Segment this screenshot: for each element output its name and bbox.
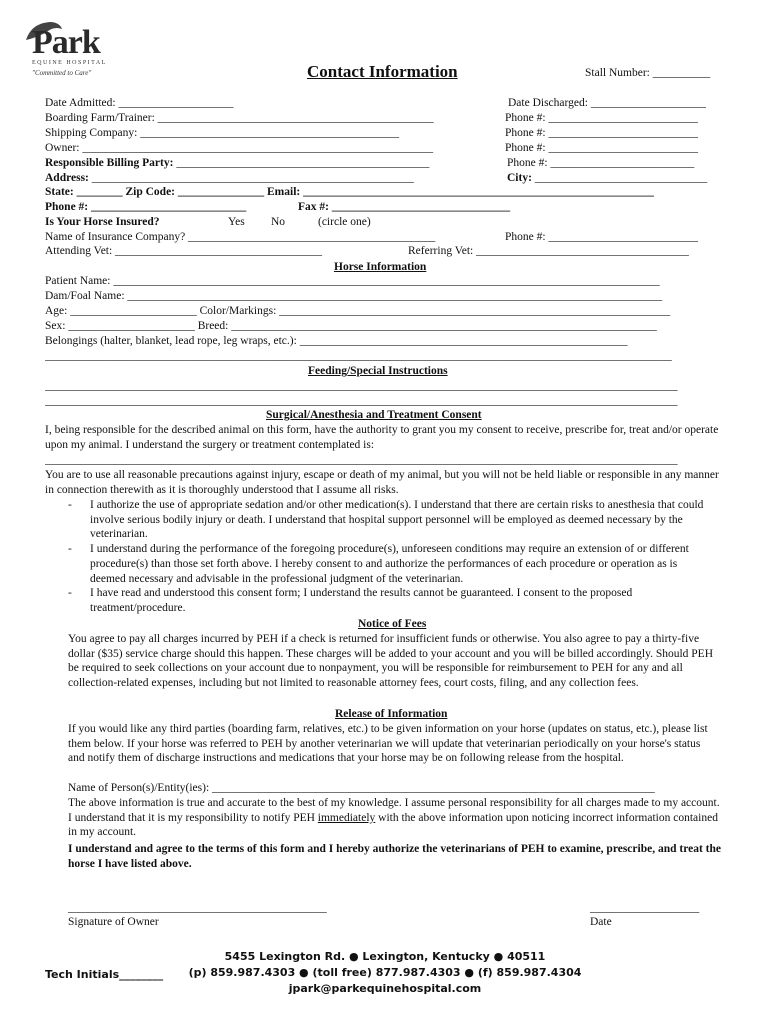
sex-breed-field[interactable]: Sex: ______________________ Breed: __________________________________________________________________________ <box>45 320 657 332</box>
consent-item: - I have read and understood this consent form; I understand the results cannot be guaranteed. I consent to the proposed treatment/procedure. <box>68 587 633 614</box>
release-text: If you would like any third parties (boarding farm, relatives, etc.) to be given information on your horse (updates on status, etc.), please list them below. If your horse was referred to PEH by another veterinarian we will update that veterinarian periodically on your horse's status and notify them of discharge instructions and medications that your horse may be on following release from the hospital. <box>68 723 708 765</box>
logo-tagline: "Committed to Care" <box>32 69 92 77</box>
address-line: ________________________________________________________ <box>88 172 414 184</box>
treatment-line[interactable]: ______________________________________________________________________________________________________________ <box>45 454 678 466</box>
owner-phone-field[interactable]: Phone #: __________________________ <box>505 142 698 154</box>
address-field[interactable] <box>45 171 414 185</box>
referring-vet-field[interactable]: Referring Vet: _____________________________________ <box>408 245 689 257</box>
tech-initials-field[interactable]: Tech Initials________ <box>45 968 164 981</box>
consent-item: - I authorize the use of appropriate sedation and/or other medication(s). I understand that there are certain risks to anesthesia that could involve serious bodily injury or death. I understand that hospital support personnel will be employed as deemed necessary by the veterinarian. <box>68 499 704 541</box>
attending-vet-field[interactable]: Attending Vet: ____________________________________ <box>45 245 323 257</box>
belongings-extra-line[interactable]: _____________________________________________________________________________________________________________ <box>45 350 672 362</box>
consent-item: - I understand during the performance of the foregoing procedure(s), unforeseen conditions may require an extension of or different procedure(s) than those set forth above. I hereby consent to and authorize the performances of each procedure or operation as is deemed necessary and advisable in the professional judgment of the veterinarian. <box>68 543 689 585</box>
insured-yes-option[interactable]: Yes <box>228 216 245 228</box>
insurance-phone-field[interactable]: Phone #: __________________________ <box>505 231 698 243</box>
insured-no-option[interactable]: No <box>271 216 286 228</box>
footer-email: jpark@parkequinehospital.com <box>288 982 482 995</box>
owner-signature-label: Signature of Owner <box>68 916 159 928</box>
city-field[interactable] <box>507 171 707 185</box>
consent-heading: Surgical/Anesthesia and Treatment Consent <box>266 409 482 421</box>
footer-address: 5455 Lexington Rd. ● Lexington, Kentucky ● 40511 <box>224 950 546 963</box>
immediately-emphasis: immediately <box>317 811 376 824</box>
date-discharged-field[interactable]: Date Discharged: ____________________ <box>508 97 706 109</box>
stall-number-field[interactable]: Stall Number: __________ <box>585 67 711 79</box>
shipping-phone-field[interactable]: Phone #: __________________________ <box>505 127 698 139</box>
accuracy-statement: The above information is true and accurate to the best of my knowledge. I assume personal responsibility for all charges made to my account. I understand that it is my responsibility to notify PEH immediately with the above information upon noticing incorrect information contained in my account. <box>68 797 720 839</box>
consent-intro: I, being responsible for the described animal on this form, have the authority to grant you my consent to receive, prescribe for, treat and/or operate upon my animal. I understand the surgery or treatment contemplated is: <box>45 424 719 451</box>
city-label: City: <box>507 172 532 184</box>
persons-entities-field[interactable]: Name of Person(s)/Entity(ies): _____________________________________________________________________________ <box>68 782 655 794</box>
fees-heading: Notice of Fees <box>358 618 427 630</box>
billing-party-line: ____________________________________________ <box>173 157 430 169</box>
date-signature-line[interactable]: ___________________ <box>590 902 700 914</box>
feeding-line-2[interactable]: ______________________________________________________________________________________________________________ <box>45 395 678 407</box>
owner-signature-line[interactable]: _____________________________________________ <box>68 902 327 914</box>
belongings-field[interactable]: Belongings (halter, blanket, lead rope, leg wraps, etc.): _________________________________________________________ <box>45 335 628 347</box>
billing-phone-field[interactable]: Phone #: _________________________ <box>507 157 695 169</box>
agreement-statement: I understand and agree to the terms of this form and I hereby authorize the veterinarians of PEH to examine, prescribe, and treat the horse I have listed above. <box>68 843 721 870</box>
phone-fax-field[interactable]: Phone #: ___________________________ Fax #: _______________________________ <box>45 201 511 213</box>
state-zip-email-field[interactable]: State: ________ Zip Code: _______________ Email: _____________________________________________________________ <box>45 186 654 198</box>
feeding-heading: Feeding/Special Instructions <box>308 365 448 377</box>
feeding-line-1[interactable]: ______________________________________________________________________________________________________________ <box>45 380 678 392</box>
fees-text: You agree to pay all charges incurred by PEH if a check is returned for insufficient funds or otherwise. You also agree to pay a thirty-five dollar ($35) service charge should this happen. These charges will be added to your account and you will be billed accordingly. Should PEH be required to seek collections on your account due to nonpayment, you will be responsible for reimbursement to PEH for any and all collection-related expenses, including but not limited to reasonable attorney fees, court costs, filing, and any collection fees. <box>68 633 714 690</box>
horse-info-heading: Horse Information <box>334 261 427 273</box>
shipping-company-field[interactable]: Shipping Company: _____________________________________________ <box>45 127 399 139</box>
boarding-farm-field[interactable]: Boarding Farm/Trainer: ________________________________________________ <box>45 112 434 124</box>
logo-name: Park <box>32 24 100 61</box>
release-heading: Release of Information <box>335 708 448 720</box>
patient-name-field[interactable]: Patient Name: _______________________________________________________________________________________________ <box>45 275 660 287</box>
insurance-company-field[interactable]: Name of Insurance Company? ___________________________________________ <box>45 231 436 243</box>
insured-question: Is Your Horse Insured? <box>45 216 160 228</box>
date-signature-label: Date <box>590 916 612 928</box>
consent-item-list <box>68 498 710 616</box>
boarding-phone-field[interactable]: Phone #: __________________________ <box>505 112 698 124</box>
billing-party-field[interactable] <box>45 156 429 170</box>
billing-party-label: Responsible Billing Party: <box>45 157 174 169</box>
city-line: ______________________________ <box>531 172 708 184</box>
dam-foal-field[interactable]: Dam/Foal Name: _____________________________________________________________________________________________ <box>45 290 663 302</box>
insured-circle-note: (circle one) <box>318 216 371 228</box>
consent-precautions: You are to use all reasonable precautions against injury, escape or death of my animal, but you will not be held liable or responsible in any manner in connection therewith as it is thoroughly understood that I assume all risks. <box>45 469 719 496</box>
address-label: Address: <box>45 172 89 184</box>
date-admitted-field[interactable]: Date Admitted: ____________________ <box>45 97 234 109</box>
age-color-field[interactable]: Age: ______________________ Color/Markings: ____________________________________________________________________ <box>45 305 671 317</box>
owner-field[interactable]: Owner: _____________________________________________________________ <box>45 142 434 154</box>
page-title: Contact Information <box>307 62 458 81</box>
footer-phones: (p) 859.987.4303 ● (toll free) 877.987.4303 ● (f) 859.987.4304 <box>188 966 582 979</box>
hospital-logo <box>22 22 112 78</box>
logo-subtitle: EQUINE HOSPITAL <box>32 60 107 66</box>
